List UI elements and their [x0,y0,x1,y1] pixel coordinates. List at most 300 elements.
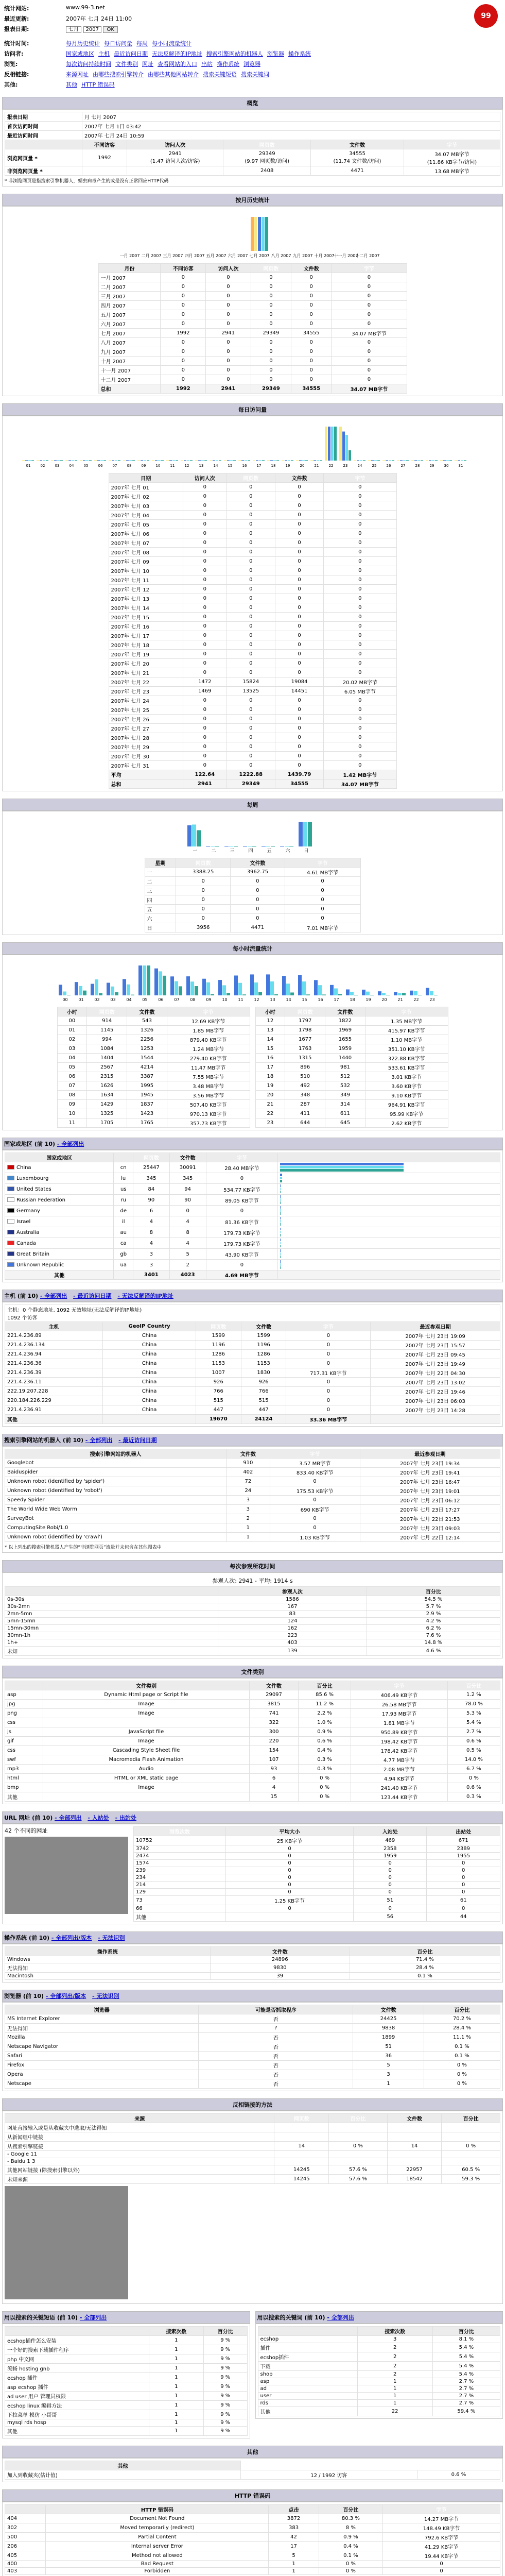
daily-cell: 0 [324,548,396,557]
nav-link[interactable]: 搜索关键短语 [203,71,237,78]
filetypes-cell: mp3 [5,1765,43,1774]
summary-viewed-pages: 29349 (9.97 网页数/访问) [223,149,311,166]
keyphrases-link-all[interactable]: - 全部列出 [79,2314,107,2321]
filetypes-header-3: 字节 [351,1681,447,1690]
countries-cell: 534.77 KB字节 [206,1184,278,1195]
daily-cell: 0 [275,742,323,752]
filetypes-cell: 107 [250,1755,299,1765]
robots-row [5,1468,500,1477]
keywords-row [258,2352,500,2362]
keywords-cell: 5.4 % [432,2362,500,2371]
nav-link[interactable]: 每日访问量 [104,40,132,47]
hourly-cell: 17 [255,1063,285,1072]
duration-box [2,1572,503,1658]
filetypes-cell: 123.44 KB字节 [351,1792,447,1802]
monthly-tick-label: 八月 2007 [271,253,291,258]
filetypes-cell: 15 [250,1792,299,1802]
weekly-bar [187,825,191,846]
keyphrases-cell: 9 % [203,2401,247,2410]
monthly-cell: 0 [291,357,332,366]
monthly-row [98,319,407,329]
country-bar [280,1245,281,1247]
countries-cell: 4 [169,1216,206,1227]
daily-bar [446,460,449,461]
urls-cell: 671 [427,1836,500,1845]
monthly-row [98,329,407,338]
countries-cell-name [5,1249,114,1260]
referrers-cell [329,2151,388,2158]
keywords-cell: 2 [357,2362,432,2371]
errors-cell: 1 [269,2568,319,2575]
daily-tick-label: 18 [271,464,275,468]
nav-link[interactable]: 浏览器 [243,61,260,67]
weekly-title: 每周 [2,799,503,811]
weekly-table [145,858,361,933]
countries-row [5,1216,500,1227]
referrers-box [2,2111,503,2304]
hourly-cell: 322.88 KB字节 [365,1054,448,1063]
hourly-tick-label: 08 [189,997,196,1002]
country-flag-icon [7,1176,14,1180]
nav-link[interactable]: 每小时流量统计 [152,40,191,47]
daily-cell: 0 [227,538,275,548]
nav-link[interactable]: 其他 [66,81,77,88]
daily-bar [238,460,241,461]
nav-link[interactable]: 操作系统 [217,61,239,67]
hourly-cell: 507.40 KB字节 [167,1100,250,1109]
browsers-cell: 0.1 % [424,2052,500,2061]
daily-bar [190,460,193,461]
keywords-cell: 5.4 % [432,2371,500,2378]
updated-label: 最近更新: [4,15,29,22]
weekly-chart-svg [186,818,320,854]
monthly-bar [262,217,265,251]
daily-bar [169,460,172,461]
monthly-cell: 0 [332,282,407,292]
duration-cell: 162 [218,1625,367,1632]
hourly-bar [186,976,190,995]
weekly-row [145,895,360,905]
hourly-cell: 08 [57,1091,87,1100]
referrers-row [5,2175,500,2184]
robots-cell: Unknown robot (identified by 'spider') [5,1477,227,1486]
keywords-cell: ecshop [258,2336,357,2343]
weekly-tick-label: 二 [211,849,216,854]
hourly-bar [218,980,222,995]
robots-link-last[interactable]: - 最近访问日期 [118,1437,157,1444]
duration-row [5,1603,500,1611]
country-bar [280,1206,281,1209]
daily-row [109,752,396,761]
weekly-tick-label: 六 [285,849,290,854]
country-bar [280,1166,404,1168]
keyphrases-cell: 9 % [203,2354,247,2364]
os-header-2: 百分比 [350,1947,500,1956]
browsers-header-3: 百分比 [424,2005,500,2014]
hourly-bar [266,974,270,995]
keyphrases-cell: 1 [149,2373,203,2382]
countries-row [5,1238,500,1249]
countries-cell: il [114,1216,133,1227]
month-select[interactable]: 七月 [66,26,81,33]
monthly-cell: 0 [291,375,332,384]
country-bar [280,1231,281,1233]
countries-cell-name [5,1227,114,1238]
nav-link[interactable]: 查看网站的入口 [158,61,197,67]
daily-bar [129,460,132,461]
monthly-cell: 0 [251,357,291,366]
daily-cell: 0 [275,705,323,715]
duration-cell: 30mn-1h [5,1632,218,1639]
referrers-row [5,2123,500,2132]
daily-cell: 0 [227,622,275,631]
monthly-cell: 0 [251,292,291,301]
nav-link[interactable]: 最近访问日期 [114,50,148,57]
hourly-cell: 2256 [127,1035,167,1044]
filetypes-cell: 0.3 % [298,1755,351,1765]
countries-cell: 0 [206,1206,278,1216]
nav-link[interactable]: 主机 [98,50,110,57]
nav-link[interactable]: 每月历史统计 [66,40,100,47]
daily-avg-cell: 1.42 MB字节 [324,770,396,779]
daily-cell: 0 [275,622,323,631]
os-header-0: 操作系统 [5,1947,211,1956]
referrers-cell: - Google 11 [5,2151,274,2158]
hosts-cell: 1196 [241,1341,286,1350]
nav-link[interactable]: 由哪些其他网站转介 [148,71,199,78]
hourly-cell: 12 [255,1016,285,1026]
nav-link[interactable]: 每周 [136,40,148,47]
os-cell: 0.1 % [350,1973,500,1980]
hourly-bar [274,994,278,995]
daily-bar [126,460,129,461]
countries-cell-bar [278,1249,500,1260]
os-header-1: 文件数 [210,1947,350,1956]
countries-cell: lu [114,1173,133,1184]
duration-header-0: 参观人次 [218,1587,367,1596]
weekly-tick-label: 三 [229,849,235,854]
daily-cell: 2007年 七月 21 [109,668,183,677]
hourly-bar [63,992,66,995]
hourly-tick-label: 13 [269,997,275,1002]
urls-header-2: 入站处 [354,1827,427,1836]
filetypes-header-2: 百分比 [298,1681,351,1690]
countries-cell-name [5,1216,114,1227]
hourly-cell: 03 [57,1044,87,1054]
hosts-others-cell: 19670 [196,1415,241,1424]
hourly-bar [234,975,238,995]
daily-bar [40,460,42,461]
filetypes-cell: 241.40 KB字节 [351,1783,447,1792]
nav-link[interactable]: 搜索引擎网站的机器人 [206,50,263,57]
summary-table [5,112,500,176]
countries-row [5,1162,500,1173]
daily-row [109,511,396,520]
urls-link-all[interactable]: - 全部列出 [55,1815,82,1821]
daily-bar [60,460,63,461]
urls-cell: 1.25 KB字节 [226,1896,354,1905]
daily-cell: 0 [275,548,323,557]
ok-button[interactable]: OK [103,26,117,33]
urls-row [134,1836,500,1845]
keyphrases-cell: 一个好的搜索下载插件程序 [5,2345,149,2354]
weekly-cell: 五 [145,905,176,914]
monthly-tick-label: 二月 2007 [141,253,161,258]
others-cell: 12 / 1992 访客 [240,2470,417,2480]
filetypes-cell: 2.08 MB字节 [351,1765,447,1774]
nav-link[interactable]: HTTP 错误码 [81,81,115,88]
robots-link-all[interactable]: - 全部列出 [85,1437,113,1444]
filetypes-cell: 0.6 % [298,1737,351,1746]
browsers-link-all[interactable]: - 全部列出/版本 [45,1993,86,1999]
daily-bar [458,460,460,461]
monthly-tick-label: 七月 2007 [249,253,269,258]
hosts-cell: 221.4.236.89 [5,1331,103,1341]
hourly-cell: 1822 [325,1016,365,1026]
duration-row [5,1618,500,1625]
daily-bar [230,460,233,461]
daily-bar [68,460,71,461]
nav-link[interactable]: 文件类别 [115,61,138,67]
keyphrases-cell: ecshop插件怎么安装 [5,2336,149,2345]
daily-bar [426,460,428,461]
countries-cell: 30091 [169,1162,206,1173]
daily-bar [100,460,103,461]
duration-cell: 30s-2mn [5,1603,218,1611]
filetypes-cell: png [5,1709,43,1718]
nav-ref-links [64,69,503,79]
hosts-link-all[interactable]: - 全部列出 [40,1293,67,1299]
os-link-unknown[interactable]: - 无法识别 [98,1935,125,1941]
duration-row [5,1632,500,1639]
urls-link-entry[interactable]: - 入站处 [88,1815,109,1821]
daily-cell: 0 [275,631,323,640]
duration-row [5,1625,500,1632]
errors-cell: 19.44 KB字节 [383,2551,500,2561]
referrers-header-4: 百分比 [442,2114,500,2123]
monthly-cell: 十一月 2007 [98,366,161,375]
daily-cell: 0 [275,511,323,520]
referrers-cell [274,2123,329,2132]
urls-cell: 239 [134,1867,226,1874]
period-label: 报表日期: [4,26,29,32]
hosts-cell: 0 [286,1387,371,1396]
summary-viewed-label: 浏览网页量 * [5,149,82,166]
hourly-tick-label: 02 [94,997,100,1002]
hourly-chart-svg [57,961,448,1003]
daily-bar [371,460,374,461]
urls-header-1: 平均大小 [226,1827,354,1836]
year-select[interactable]: 2007 [83,26,101,33]
countries-cell: gb [114,1249,133,1260]
nav-link[interactable]: 操作系统 [288,50,311,57]
daily-row [109,622,396,631]
browsers-link-unknown[interactable]: - 无法识别 [92,1993,119,1999]
referrers-header-3: 文件数 [387,2114,442,2123]
nav-link[interactable]: 网址 [142,61,153,67]
nav-link[interactable]: 来源网址 [66,71,89,78]
daily-tick-label: 17 [256,464,261,468]
nav-link[interactable]: 国家或地区 [66,50,94,57]
daily-bar [455,460,457,461]
others-cell: 加入到收藏夹(估计值) [5,2470,241,2480]
os-title-text: 操作系统 (前 10) [4,1935,50,1941]
daily-cell: 0 [227,742,275,752]
urls-cell: 0 [427,1889,500,1896]
referrers-table [5,2113,500,2184]
errors-cell: Method not allowed [46,2551,269,2561]
keyphrases-cell: ecshop 插件 [5,2373,149,2382]
hourly-cell: 1325 [87,1109,127,1118]
duration-row [5,1647,500,1656]
hosts-row [5,1387,500,1396]
urls-cell: 0 [226,1889,354,1896]
hourly-tick-label: 20 [381,997,387,1002]
daily-bar [363,460,365,461]
keywords-row [258,2400,500,2407]
monthly-tick-label: 一月 2007 [119,253,140,258]
summary-h-unique: 不同访客 [82,140,127,149]
daily-cell: 0 [275,659,323,668]
os-link-all[interactable]: - 全部列出/版本 [51,1935,92,1941]
hosts-header-5: 最近参观日期 [371,1322,500,1331]
keywords-header-0: 搜索次数 [357,2327,432,2336]
errors-cell: 405 [5,2551,46,2561]
hourly-cell: 1705 [87,1118,127,1128]
errors-cell: Internal server Error [46,2542,269,2551]
keyphrases-cell: 9 % [203,2373,247,2382]
filetypes-cell: 6.7 % [447,1765,500,1774]
duration-cell: 14.8 % [367,1639,500,1647]
weekly-tick-label: 日 [303,849,309,854]
filetypes-row [5,1765,500,1774]
hosts-row [5,1396,500,1405]
hosts-others-cell [371,1415,500,1424]
countries-full-link[interactable]: - 全部列出 [57,1141,84,1147]
nav-link[interactable]: 无法反解译的IP地址 [152,50,202,57]
browsers-cell: 5 [353,2061,424,2070]
referrers-cell [387,2132,442,2142]
keywords-cell: 下载 [258,2362,357,2371]
hourly-cell: 512 [325,1072,365,1081]
browsers-cell: Netscape Navigator [5,2042,199,2052]
hosts-link-unresolved[interactable]: - 无法反解译的IP地址 [117,1293,173,1299]
hourly-cell: 543 [127,1016,167,1026]
nav-link[interactable]: 出站 [201,61,213,67]
os-cell: Windows [5,1956,211,1963]
hosts-subtitle-row [5,1305,500,1322]
daily-cell: 2007年 七月 06 [109,529,183,538]
robots-cell: Unknown robot (identified by 'robot') [5,1486,227,1496]
daily-bar [65,460,68,461]
daily-cell: 0 [183,483,227,492]
referrers-cell: 14 [387,2142,442,2151]
daily-bar [22,460,25,461]
monthly-cell: 0 [332,292,407,301]
errors-row [5,2551,500,2561]
hourly-cell: 348 [285,1091,325,1100]
country-bar [280,1239,281,1241]
nav-link[interactable]: 每次访问持续时间 [66,61,111,67]
hosts-row [5,1368,500,1378]
nav-link[interactable]: 由哪些搜索引擎转介 [93,71,144,78]
monthly-row [98,357,407,366]
duration-cell: 未知 [5,1647,218,1656]
daily-tick-label: 29 [429,464,434,468]
countries-cell-name [5,1238,114,1249]
daily-bar [43,460,45,461]
monthly-cell: 0 [206,357,251,366]
filetypes-cell: 1.0 % [298,1718,351,1727]
keyphrases-row [5,2427,248,2436]
monthly-tick-label: 三月 2007 [163,253,183,258]
robots-header-0: 搜索引擎网站的机器人 [5,1449,227,1459]
referrers-cell: 60.5 % [442,2165,500,2175]
weekly-cell: 四 [145,895,176,905]
hourly-bar [154,969,158,995]
hourly-header-2: 文件数 [325,1007,365,1016]
keywords-cell: 2 [357,2343,432,2352]
filetypes-cell: 0.5 % [447,1746,500,1755]
keyphrases-title [2,2311,250,2324]
filetypes-cell: bmp [5,1783,43,1792]
duration-row [5,1611,500,1618]
hourly-cell: 01 [57,1026,87,1035]
daily-cell: 2007年 七月 24 [109,696,183,705]
os-header-row [5,1947,500,1956]
hourly-bar [306,994,310,995]
monthly-header-1: 不同访客 [161,264,206,273]
urls-link-exit[interactable]: - 出站处 [115,1815,137,1821]
daily-bar [339,427,342,461]
referrers-cell: 14245 [274,2165,329,2175]
hourly-tick-label: 18 [349,997,355,1002]
hosts-link-last[interactable]: - 最近访问日期 [73,1293,112,1299]
keyphrases-cell: 流畅 hosting gnb [5,2364,149,2373]
daily-bar [389,460,391,461]
daily-bar [435,460,438,461]
daily-cell: 0 [183,622,227,631]
countries-cell: Russian Federation [16,1197,65,1203]
daily-cell: 0 [324,631,396,640]
weekly-bar [308,822,312,846]
hosts-header-3: 文件数 [241,1322,286,1331]
countries-cell: 0 [169,1206,206,1216]
filetypes-row [5,1792,500,1802]
errors-row [5,2533,500,2542]
summary-first-value: 2007年 七月 1日 03:42 [82,122,500,131]
daily-row [109,687,396,696]
errors-cell: 404 [5,2514,46,2523]
country-bar [280,1263,281,1266]
hosts-cell: 2007年 七月 22日 04:30 [371,1368,500,1378]
daily-cell: 0 [227,529,275,538]
nav-link[interactable]: 浏览器 [267,50,284,57]
urls-cell [226,1912,354,1922]
daily-bar [291,460,293,461]
keywords-link-all[interactable]: - 全部列出 [327,2314,354,2321]
browsers-title [2,1990,503,2002]
hourly-bar [99,993,102,995]
daily-bar [51,460,54,461]
nav-link[interactable]: 搜索关键词 [241,71,269,78]
monthly-cell: 二月 2007 [98,282,161,292]
weekly-cell: 0 [231,914,285,923]
daily-bar [112,460,114,461]
hourly-cell: 1837 [127,1100,167,1109]
country-bar [280,1256,281,1258]
hosts-cell: China [103,1359,196,1368]
